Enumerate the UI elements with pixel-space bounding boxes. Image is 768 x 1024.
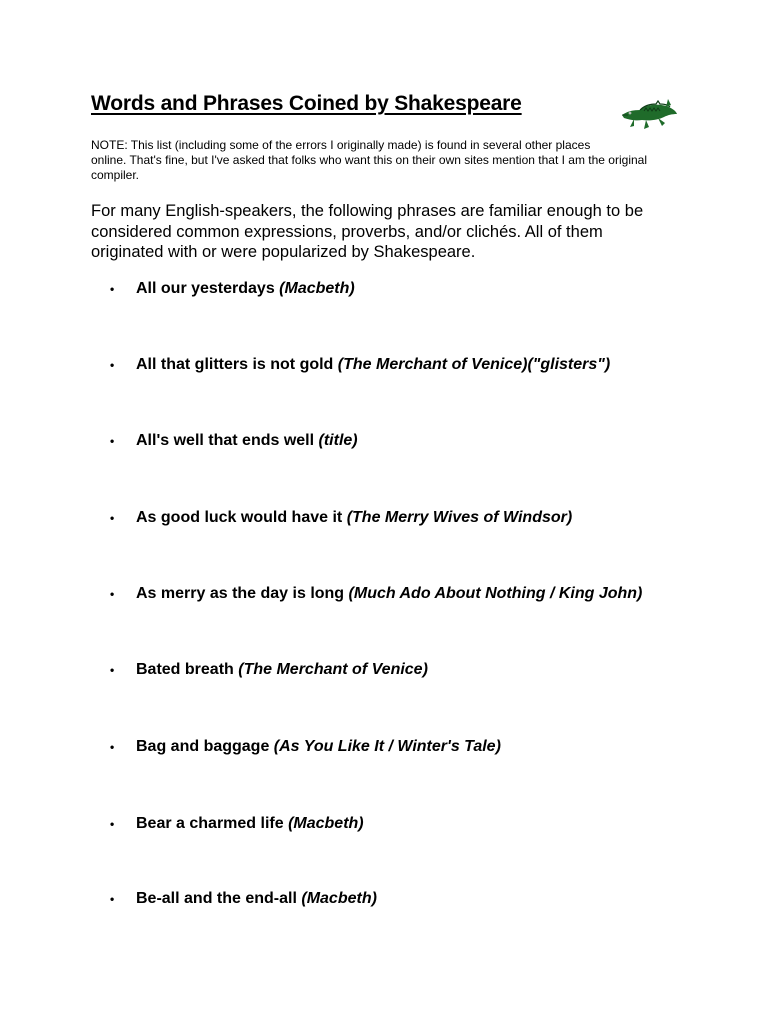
bullet: • (110, 282, 115, 296)
intro-line: originated with or were popularized by Shakespeare. (91, 243, 476, 261)
phrase-text (136, 584, 642, 604)
phrase: As merry as the day is long (136, 585, 349, 602)
bullet: • (110, 663, 115, 677)
bullet: • (110, 358, 115, 372)
note-line: compiler. (91, 168, 140, 182)
page-title: Words and Phrases Coined by Shakespeare (91, 92, 522, 115)
phrase: All that glitters is not gold (136, 356, 338, 373)
phrase-source: (Macbeth) (301, 890, 377, 907)
phrase-text (136, 737, 501, 757)
phrase: As good luck would have it (136, 509, 347, 526)
phrase-text (136, 279, 355, 299)
phrase-source: (Macbeth) (288, 815, 364, 832)
phrase-source: (The Merchant of Venice) (238, 661, 428, 678)
note-line: online. That's fine, but I've asked that folks who want this on their own sites mention that I am the original (91, 153, 647, 167)
phrase: Bear a charmed life (136, 815, 289, 832)
phrase-source: (title) (318, 432, 358, 449)
phrase-text (136, 355, 610, 375)
phrase-text (136, 431, 358, 451)
phrase-source: (As You Like It / Winter's Tale) (273, 738, 501, 755)
phrase: Be-all and the end-all (136, 890, 302, 907)
phrase-text (136, 814, 364, 834)
bullet: • (110, 511, 115, 525)
phrase-text (136, 889, 377, 909)
phrase-source: (The Merchant of Venice)("glisters") (337, 356, 611, 373)
phrase-source: (The Merry Wives of Windsor) (346, 509, 573, 526)
phrase: Bated breath (136, 661, 239, 678)
phrase-source: (Much Ado About Nothing / King John) (348, 585, 643, 602)
intro-line: considered common expressions, proverbs, and/or clichés. All of them (91, 222, 603, 241)
bullet: • (110, 817, 115, 831)
bullet: • (110, 892, 115, 906)
phrase-source: (Macbeth) (279, 280, 355, 297)
phrase: All's well that ends well (136, 432, 319, 449)
phrase-text (136, 508, 572, 528)
phrase: All our yesterdays (136, 280, 280, 297)
bullet: • (110, 434, 115, 448)
intro-line: For many English-speakers, the following phrases are familiar enough to be (91, 202, 644, 220)
phrase: Bag and baggage (136, 738, 274, 755)
note-line: NOTE: This list (including some of the errors I originally made) is found in several other places (91, 138, 591, 152)
bullet: • (110, 740, 115, 754)
phrase-text (136, 660, 428, 680)
bullet: • (110, 587, 115, 601)
